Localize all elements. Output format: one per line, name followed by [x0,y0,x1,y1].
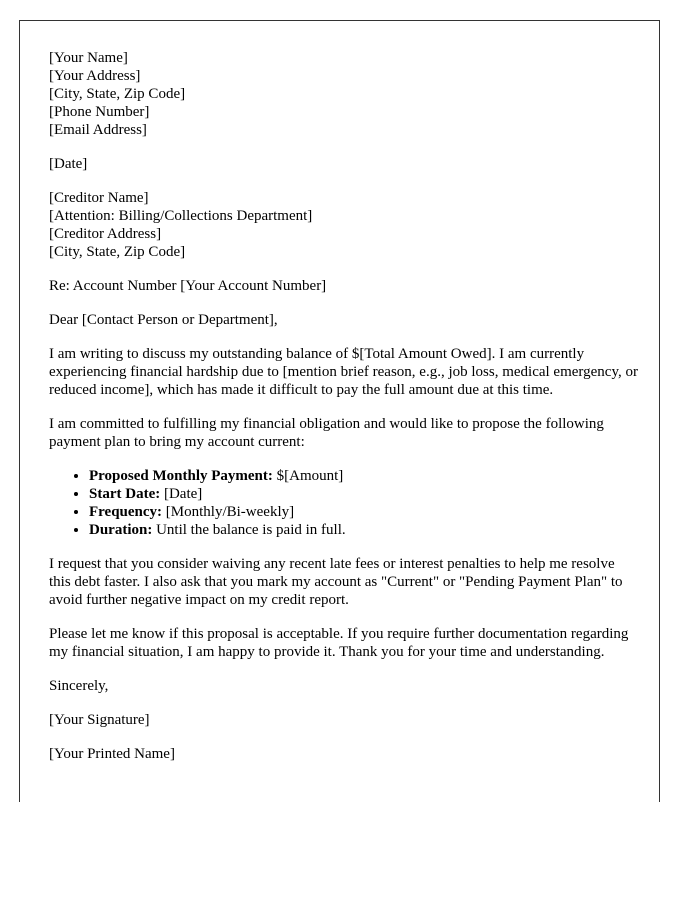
plan-item-label: Frequency: [89,504,163,520]
letter-date: [Date] [49,156,88,172]
plan-item-value: [Monthly/Bi-weekly] [162,504,295,520]
paragraph-proposal: I am committed to fulfilling my financial obligation and would like to propose the following payment plan to bring my account current: [49,416,604,450]
sender-city-state-zip: [City, State, Zip Code] [49,86,186,102]
list-item [89,503,639,521]
letter-page [19,20,660,802]
signature: [Your Signature] [49,712,150,728]
recipient-attention: [Attention: Billing/Collections Department] [49,208,313,224]
sender-email: [Email Address] [49,122,147,138]
list-item [89,485,639,503]
sender-block [49,49,639,139]
paragraph-closing-remarks: Please let me know if this proposal is acceptable. If you require further documentation regarding my financial situation, I am happy to provide it. Thank you for your time and understanding. [49,626,629,660]
printed-name: [Your Printed Name] [49,746,175,762]
payment-plan-list [49,467,639,539]
plan-item-label: Start Date: [89,486,161,502]
date-block [49,155,639,173]
salutation: Dear [Contact Person or Department], [49,312,278,328]
subject-line: Re: Account Number [Your Account Number] [49,278,327,294]
closing: Sincerely, [49,678,109,694]
plan-item-label: Proposed Monthly Payment: [89,468,273,484]
sender-address: [Your Address] [49,68,141,84]
plan-item-label: Duration: [89,522,153,538]
recipient-city-state-zip: [City, State, Zip Code] [49,244,186,260]
recipient-address: [Creditor Address] [49,226,162,242]
sender-phone: [Phone Number] [49,104,150,120]
letter-content [49,49,639,779]
plan-item-value: $[Amount] [272,468,344,484]
list-item [89,467,639,485]
recipient-block [49,189,639,261]
paragraph-hardship: I am writing to discuss my outstanding balance of $[Total Amount Owed]. I am currently experiencing financial hardship due to [mention brief reason, e.g., job loss, medical emergency, or reduced income], which has made it difficult to pay the full amount due at this time. [49,346,638,398]
recipient-name: [Creditor Name] [49,190,149,206]
sender-name: [Your Name] [49,50,128,66]
plan-item-value: Until the balance is paid in full. [152,522,346,538]
paragraph-fee-waiver: I request that you consider waiving any recent late fees or interest penalties to help me resolve this debt faster. I also ask that you mark my account as "Current" or "Pending Payment Plan" to avoid further negative impact on my credit report. [49,556,623,608]
list-item [89,521,639,539]
plan-item-value: [Date] [160,486,203,502]
